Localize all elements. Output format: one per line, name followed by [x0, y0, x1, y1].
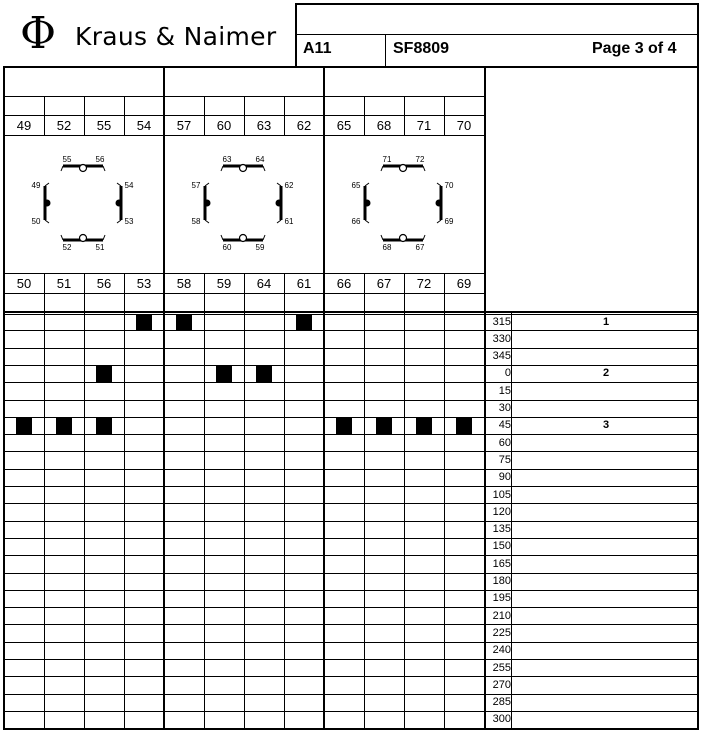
contact-label: 66 [351, 217, 361, 226]
contact-diagram [348, 148, 458, 258]
group-divider [163, 66, 165, 730]
contact-label: 61 [284, 217, 294, 226]
page-indicator: Page 3 of 4 [592, 40, 677, 57]
contact-label: 65 [351, 181, 361, 190]
contact-closed-mark [256, 366, 272, 382]
terminal-number: 69 [456, 276, 472, 291]
contact-label: 57 [191, 181, 201, 190]
terminal-number: 59 [216, 276, 232, 291]
angle-value: 75 [498, 453, 511, 466]
contact-closed-mark [336, 418, 352, 434]
contact-closed-mark [376, 418, 392, 434]
terminal-number: 66 [336, 276, 352, 291]
row-line [3, 573, 697, 574]
angle-value: 165 [492, 557, 511, 570]
angle-value: 30 [498, 402, 511, 414]
angle-value: 135 [492, 523, 511, 536]
header-box-top [295, 3, 699, 5]
angle-value: 210 [492, 609, 511, 622]
angle-value: 90 [498, 471, 511, 484]
row-line [3, 711, 697, 712]
terminal-number: 61 [296, 276, 312, 291]
terminal-number: 51 [56, 276, 72, 291]
contact-label: 56 [95, 155, 105, 164]
angle-value: 120 [492, 505, 511, 518]
terminal-number: 72 [416, 276, 432, 291]
row-line [3, 486, 697, 487]
table-left-border [3, 66, 5, 730]
contact-closed-mark [216, 366, 232, 382]
angle-value: 195 [492, 592, 511, 605]
terminal-number: 49 [16, 118, 32, 133]
contact-closed-mark [296, 315, 312, 331]
angle-value: 270 [492, 678, 511, 691]
contact-closed-mark [176, 315, 192, 331]
header-box-right [697, 3, 699, 67]
contact-label: 60 [222, 243, 232, 252]
terminal-number: 58 [176, 276, 192, 291]
table-bottom-border [3, 728, 699, 730]
contact-label: 69 [444, 217, 454, 226]
contact-closed-mark [56, 418, 72, 434]
terminal-number: 50 [16, 276, 32, 291]
series-label: A11 [303, 40, 332, 57]
contact-label: 54 [124, 181, 134, 190]
row-line [3, 451, 697, 452]
table-top-border [3, 66, 699, 68]
row-line [3, 624, 697, 625]
row-line [3, 469, 697, 470]
row-line [3, 607, 697, 608]
angle-value: 255 [492, 661, 511, 674]
contact-diagram [28, 148, 138, 258]
angle-value: 345 [492, 350, 511, 363]
angle-value: 15 [498, 384, 511, 397]
contact-label: 63 [222, 155, 232, 164]
position-number: 1 [602, 315, 610, 328]
contact-label: 49 [31, 181, 41, 190]
header-box-mid [296, 34, 699, 35]
contact-closed-mark [16, 418, 32, 434]
contact-closed-mark [456, 418, 472, 434]
angle-value: 150 [492, 540, 511, 553]
table-right-border [697, 66, 699, 730]
row-line [3, 642, 697, 643]
row-line [3, 538, 697, 539]
terminal-number: 65 [336, 118, 352, 133]
contact-label: 58 [191, 217, 201, 226]
contact-label: 53 [124, 217, 134, 226]
angle-value: 240 [492, 644, 511, 657]
terminal-number: 56 [96, 276, 112, 291]
row-line [3, 503, 697, 504]
angle-value: 0 [504, 367, 511, 380]
contact-label: 62 [284, 181, 294, 190]
angle-value: 60 [498, 436, 511, 449]
contact-diagram [188, 148, 298, 258]
angle-value: 300 [492, 713, 511, 726]
angle-value: 45 [498, 419, 511, 432]
contact-closed-mark [136, 315, 152, 331]
contact-closed-mark [96, 418, 112, 434]
row-line [3, 676, 697, 677]
terminal-number: 64 [256, 276, 272, 291]
terminal-number: 55 [96, 118, 112, 133]
contact-label: 67 [415, 243, 425, 252]
header-divider-1 [385, 34, 386, 66]
row-line [3, 659, 697, 660]
terminal-number: 62 [296, 118, 312, 133]
angle-value: 330 [492, 332, 511, 345]
contact-closed-mark [416, 418, 432, 434]
contact-label: 70 [444, 181, 454, 190]
company-name: Kraus & Naimer [75, 22, 277, 51]
terminal-number: 60 [216, 118, 232, 133]
contact-label: 55 [62, 155, 72, 164]
row-line [3, 590, 697, 591]
angle-value: 225 [492, 626, 511, 639]
contact-label: 64 [255, 155, 265, 164]
terminal-number: 63 [256, 118, 272, 133]
row-line [3, 521, 697, 522]
row-line [3, 348, 697, 349]
logo-symbol: Φ [20, 8, 57, 59]
contact-label: 72 [415, 155, 425, 164]
row-line [3, 555, 697, 556]
contact-label: 51 [95, 243, 105, 252]
contact-closed-mark [96, 366, 112, 382]
group-divider [323, 66, 325, 730]
terminal-number: 70 [456, 118, 472, 133]
row-line [3, 400, 697, 401]
terminal-number: 67 [376, 276, 392, 291]
contact-label: 59 [255, 243, 265, 252]
header-box-left [295, 3, 297, 67]
contact-label: 50 [31, 217, 41, 226]
contact-label: 52 [62, 243, 72, 252]
terminal-number: 54 [136, 118, 152, 133]
row-line [3, 694, 697, 695]
contact-label: 71 [382, 155, 392, 164]
position-number: 3 [602, 419, 610, 432]
terminal-line [3, 135, 484, 136]
drawing-number: SF8809 [393, 40, 450, 57]
terminal-number: 53 [136, 276, 152, 291]
terminal-number: 71 [416, 118, 432, 133]
angle-value: 105 [492, 488, 511, 501]
angle-value: 180 [492, 575, 511, 587]
terminal-number: 57 [176, 118, 192, 133]
terminal-number: 68 [376, 118, 392, 133]
angle-value: 285 [492, 696, 511, 709]
position-number: 2 [602, 367, 610, 380]
contact-label: 68 [382, 243, 392, 252]
angle-value: 315 [492, 315, 511, 328]
terminal-number: 52 [56, 118, 72, 133]
